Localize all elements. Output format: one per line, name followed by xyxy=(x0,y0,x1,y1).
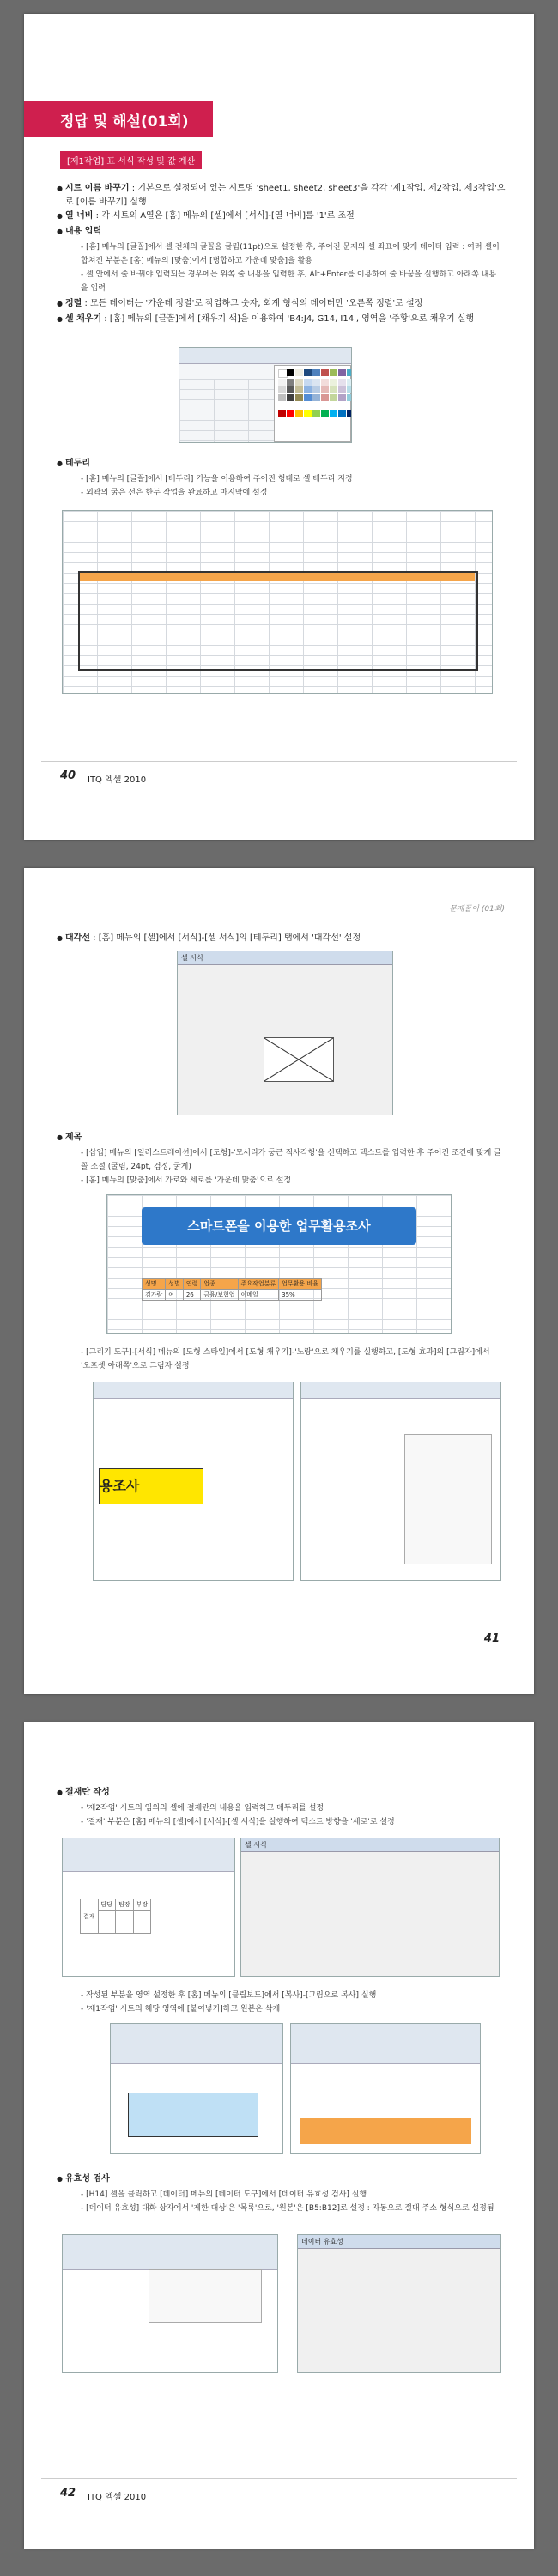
item-validation: ● 유효성 검사 xyxy=(65,2172,512,2186)
preview-table: 성명 성별 연령 업종 주요작업분류 업무활용 비율 김가람 여 26 금융/보험업 이메일 35% xyxy=(142,1278,322,1301)
ribbon xyxy=(301,1382,500,1399)
content-sub-2: - 셀 안에서 줄 바꿔야 입력되는 경우에는 위쪽 줄 내용을 입력한 후, Alt+Enter를 이용하여 줄 바꿈을 실행하고 아래쪽 내용을 입력 xyxy=(81,270,497,293)
ribbon xyxy=(63,1838,234,1872)
dialog-title: 셀 서식 xyxy=(178,951,392,965)
validation-dialog xyxy=(297,2234,501,2373)
data-tools-screenshot xyxy=(62,2234,278,2373)
item-sheet-rename: ● 시트 이름 바꾸기 : 기본으로 설정되어 있는 시트명 'sheet1, sheet2, sheet3'을 각각 '제1작업, 제2작업, 제3작업'으로 [이름 바꾸기] 실행 xyxy=(65,182,512,210)
shadow-effect-screenshot xyxy=(300,1382,501,1581)
validation-sub-2: - [데이터 유효성] 대화 상자에서 '제한 대상'은 '목록'으로, '원본'은 [B5:B12]로 설정 : 자동으로 절대 주소 형식으로 설정됨 xyxy=(81,2204,494,2213)
paste-screenshot xyxy=(290,2023,481,2154)
validation-sub-1: - [H14] 셀을 클릭하고 [데이터] 메뉴의 [데이터 도구]에서 [데이터 유효성 검사] 실행 xyxy=(81,2190,367,2199)
copy-as-picture-screenshot xyxy=(110,2023,283,2154)
approval-sub-4: - '제1작업' 시트의 해당 영역에 [붙여넣기]하고 원본은 삭제 xyxy=(81,2005,281,2014)
item-title: ● 제목 xyxy=(65,1131,512,1145)
footer-book-title: ITQ 엑셀 2010 xyxy=(88,775,147,785)
ribbon xyxy=(111,2024,282,2064)
item-column-width: ● 열 너비 : 각 시트의 A열은 [홈] 메뉴의 [셀]에서 [서식]-[열 너비]를 '1'로 조절 xyxy=(65,210,512,223)
border-preview xyxy=(264,1037,334,1082)
ribbon xyxy=(179,348,351,364)
sheet-grid xyxy=(179,379,274,442)
page-number: 42 xyxy=(60,2487,76,2500)
border-sub-1: - [홈] 메뉴의 [글꼴]에서 [테두리] 기능을 이용하여 주어진 형태로 셀 테두리 지정 xyxy=(81,475,353,483)
title-banner: 스마트폰을 이용한 업무활용조사 xyxy=(142,1207,416,1245)
content-sub-1: - [홈] 메뉴의 [글꼴]에서 셀 전체의 글꼴을 굴림(11pt)으로 설정한 후, 주어진 문제의 셀 좌표에 맞게 데이터 입력 : 여러 셀이 합쳐진 부분은 [홈] 메뉴의 [맞춤]에서 [병합하고 가운데 맞춤]을 활용 xyxy=(81,243,500,265)
footer-rule xyxy=(41,761,517,762)
item-diagonal: ● 대각선 : [홈] 메뉴의 [셀]에서 [서식]-[셀 서식]의 [테두리] 탭에서 '대각선' 설정 xyxy=(65,932,512,945)
ribbon xyxy=(291,2024,480,2064)
page-40 xyxy=(24,14,534,840)
page-number: 41 xyxy=(483,1632,500,1645)
approval-sub-2: - '결재' 부분은 [홈] 메뉴의 [셀]에서 [서식]-[셀 서식]을 실행하여 텍스트 방향을 '세로'로 설정 xyxy=(81,1818,395,1826)
text-direction-dialog xyxy=(240,1838,500,1977)
theme-colors[interactable] xyxy=(278,369,352,401)
border-sub-2: - 외곽의 굵은 선은 한두 작업을 완료하고 마지막에 설정 xyxy=(81,489,268,497)
title-preview-screenshot xyxy=(106,1194,452,1334)
dialog-title: 셀 서식 xyxy=(241,1838,499,1852)
shape-fill-screenshot xyxy=(93,1382,294,1581)
item-approval: ● 결재란 작성 xyxy=(65,1786,512,1800)
ribbon xyxy=(94,1382,293,1399)
page-41 xyxy=(24,868,534,1694)
diagonal-line-icon xyxy=(264,1038,333,1081)
running-header: 문제풀이 (01회) xyxy=(449,905,505,914)
item-fill: ● 셀 채우기 : [홈] 메뉴의 [글꼴]에서 [채우기 색]을 이용하여 'B4:J4, G14, I14', 영역을 '주황'으로 채우기 실행 xyxy=(65,313,512,326)
color-palette-popup xyxy=(274,365,351,442)
yellow-banner-preview: 용조사 xyxy=(99,1468,203,1504)
footer-rule xyxy=(41,2478,517,2479)
fill-sub: - [그리기 도구]-[서식] 메뉴의 [도형 스타일]에서 [도형 채우기]-'노랑'으로 채우기를 실행하고, [도형 효과]의 [그림자]에서 '오프셋 아래쪽'으로 그림자 설정 xyxy=(81,1348,490,1370)
item-align: ● 정렬 : 모든 데이터는 '가운데 정렬'로 작업하고 숫자, 회계 형식의 데이터만 '오른쪽 정렬'로 설정 xyxy=(65,297,512,311)
footer-book-title: ITQ 엑셀 2010 xyxy=(88,2493,147,2502)
approval-sub-1: - '제2작업' 시트의 임의의 셀에 결재란의 내용을 입력하고 테두리를 설정 xyxy=(81,1804,324,1813)
dialog-title: 데이터 유효성 xyxy=(298,2235,500,2249)
page-number: 40 xyxy=(60,769,76,782)
fill-color-screenshot xyxy=(179,347,352,443)
section-title: 정답 및 해설(01회) xyxy=(60,113,189,131)
border-table-screenshot xyxy=(62,510,493,694)
approval-sub-3: - 작성된 부분을 영역 설정한 후 [홈] 메뉴의 [클립보드]에서 [복사]-[그림으로 복사] 실행 xyxy=(81,1991,377,2000)
task-tag: [제1작업] 표 서식 작성 및 값 계산 xyxy=(60,151,202,169)
section-title-bar xyxy=(24,101,213,137)
format-cells-dialog xyxy=(177,951,393,1115)
standard-colors[interactable] xyxy=(278,410,352,417)
page-42 xyxy=(24,1722,534,2549)
item-content-input: ● 내용 입력 xyxy=(65,225,512,239)
title-sub-1: - [삽입] 메뉴의 [일러스트레이션]에서 [도형]-'모서리가 둥근 직사각형'을 선택하고 텍스트를 입력한 후 주어진 조건에 맞게 글꼴 조절 (굴림, 24pt, 검정, 굵게) xyxy=(81,1149,501,1171)
approval-table: 결재 담당 팀장 부장 xyxy=(80,1899,151,1934)
approval-sheet-screenshot xyxy=(62,1838,235,1977)
shadow-gallery xyxy=(404,1434,492,1564)
table-outline xyxy=(78,571,478,671)
ribbon xyxy=(63,2235,277,2270)
item-border: ● 테두리 xyxy=(65,457,512,471)
validation-menu xyxy=(149,2269,262,2323)
selected-approval-area xyxy=(128,2093,258,2137)
orange-cells xyxy=(300,2118,471,2144)
title-sub-2: - [홈] 메뉴의 [맞춤]에서 가로와 세로를 '가운데 맞춤'으로 설정 xyxy=(81,1176,292,1185)
